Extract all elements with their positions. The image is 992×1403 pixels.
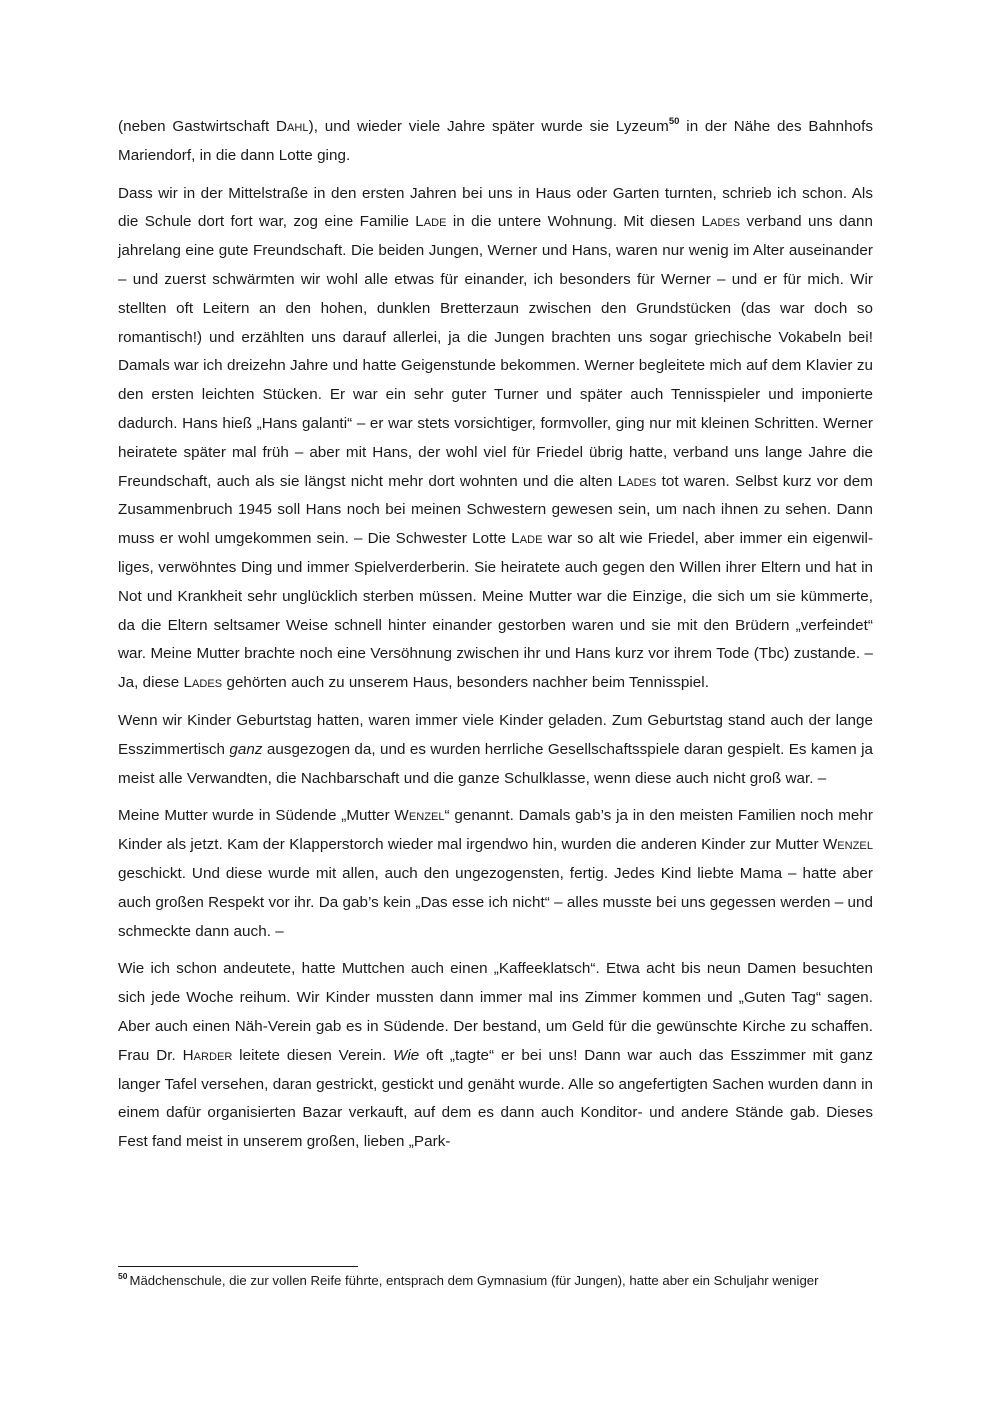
small-caps-name: ade xyxy=(519,530,543,548)
small-caps-name: enzel xyxy=(837,836,873,854)
footnote-text: Mädchenschule, die zur vollen Reife führte, entsprach dem Gymnasium (für Jungen), hatte aber ein Schuljahr weniger xyxy=(129,1273,819,1288)
text-run: in die untere Wohnung. Mit diesen L xyxy=(446,213,710,231)
small-caps-name: ades xyxy=(192,674,223,692)
footnote-reference: 50 xyxy=(668,116,680,127)
footnote xyxy=(118,1272,873,1291)
text-run: verband uns dann jahrelang eine gute Freundschaft. Die beiden Jungen, Werner und Hans, waren nur wenig im Alter auseinander – und zuerst schwärmten wir wohl alle etwas für einander, ich besonders für Werner – und er für mich. Wir stellten oft Leitern an den hohen, dunklen Bretterzaun zwischen den Grundstücken (das war doch so romantisch!) und erzählten uns darauf allerlei, ja die Jungen brachten uns sogar griechische Vokabeln bei! Damals war ich dreizehn Jahre und hatte Geigenstunde bekommen. Werner begleitete mich auf dem Klavier zu den ersten leichten Stücken. Er war ein sehr guter Turner und später auch Tennisspieler und imponierte dadurch. Hans hieß „Hans galanti“ – er war stets vorsichtiger, formvoller, ging nur mit kleinen Schritten. Werner heiratete später mal früh – aber mit Hans, der wohl viel für Friedel übrig hatte, verband uns lange Jahre die Freundschaft, auch als sie längst nicht mehr dort wohnten und die alten L xyxy=(118,213,873,490)
text-run: Meine Mutter wurde in Südende „Mutter W xyxy=(118,807,409,825)
text-run: gehörten auch zu unserem Haus, besonders nachher beim Tennisspiel. xyxy=(222,674,709,692)
text-run: ), und wieder viele Jahre später wurde sie Lyzeum xyxy=(308,118,669,135)
text-run: leitete diesen Verein. xyxy=(232,1046,394,1064)
text-run: (neben Gastwirtschaft D xyxy=(118,118,288,135)
text-run: in der Nähe des Bahnhofs Mariendorf, in die dann Lotte ging. xyxy=(118,118,874,164)
small-caps-name: arder xyxy=(193,1046,233,1064)
small-caps-name: ahl xyxy=(287,118,309,135)
small-caps-name: ades xyxy=(709,213,741,231)
small-caps-name: ades xyxy=(626,472,657,490)
emphasis-text: Wie xyxy=(393,1046,420,1064)
text-run: Dass wir in der Mittelstraße in den ersten Jahren bei uns in Haus oder Garten turnten, schrieb ich schon. Als die Schule dort fort war, zog eine Familie L xyxy=(118,184,873,231)
text-run: Wenn wir Kinder Geburtstag hatten, waren immer viele Kinder geladen. Zum Geburtstag stand auch der lange Esszimmertisch xyxy=(118,711,873,758)
footnote-separator xyxy=(118,1266,358,1267)
emphasis-text: ganz xyxy=(229,740,263,758)
text-run: Wie ich schon andeutete, hatte Muttchen auch einen „Kaffeeklatsch“. Etwa acht bis neun Damen besuchten sich jede Woche reihum. Wir Kinder mussten dann immer mal ins Zimmer kommen und „Guten Tag“ sagen. Aber auch einen Näh-Verein gab es in Südende. Der bestand, um Geld für die gewünschte Kirche zu schaffen. Frau Dr. H xyxy=(118,960,873,1064)
text-run: “ genannt. Damals gab’s ja in den meisten Familien noch mehr Kinder als jetzt. Kam der Klapperstorch wieder mal irgendwo hin, wurden die anderen Kinder zur Mutter W xyxy=(118,807,873,854)
paragraph xyxy=(118,802,873,946)
text-run: tot waren. Selbst kurz vor dem Zusammenbruch 1945 soll Hans noch bei meinen Schwestern gewesen sein, um nach ihnen zu sehen. Dann muss er wohl umgekommen sein. – Die Schwester Lotte L xyxy=(118,472,873,548)
document-body xyxy=(118,113,873,1166)
text-run: war so alt wie Friedel, aber immer ein eigenwilliges, verwöhntes Ding und immer Spielverderberin. Sie heiratete auch gegen den Willen ihrer Eltern und hat in Not und Krankheit sehr unglücklich sterben müssen. Meine Mutter war die Einzige, die sich um sie kümmerte, da die Eltern seltsamer Weise schnell hinter einander gestorben waren und sie mit den Brüdern „verfeindet“ war. Meine Mutter brachte noch eine Versöhnung zwischen ihr und Hans kurz vor ihrem Tode (Tbc) zustande. – Ja, diese L xyxy=(118,530,873,692)
footnote-number: 50 xyxy=(118,1271,128,1281)
paragraph xyxy=(118,707,873,793)
paragraph xyxy=(118,180,873,698)
text-run: oft „tagte“ er bei uns! Dann war auch das Esszimmer mit ganz langer Tafel versehen, daran gestrickt, gestickt und genäht wurde. Alle so angefertigten Sachen wurden dann in einem dafür organisierten Bazar verkauft, auf dem es dann auch Konditor- und andere Stände gab. Dieses Fest fand meist in unserem großen, lieben „Park- xyxy=(118,1046,873,1151)
paragraph xyxy=(118,113,873,171)
paragraph xyxy=(118,955,873,1157)
text-run: geschickt. Und diese wurde mit allen, auch den ungezogensten, fertig. Jedes Kind liebte Mama – hatte aber auch großen Respekt vor ihr. Da gab’s kein „Das esse ich nicht“ – alles musste bei uns gegessen werden – und schmeckte dann auch. – xyxy=(118,864,873,940)
text-run: ausgezogen da, und es wurden herrliche Gesellschaftsspiele daran gespielt. Es kamen ja meist alle Verwandten, die Nachbarschaft und die ganze Schulklasse, wenn diese auch nicht groß war. – xyxy=(118,740,873,787)
small-caps-name: ade xyxy=(423,213,447,231)
small-caps-name: enzel xyxy=(408,807,445,825)
